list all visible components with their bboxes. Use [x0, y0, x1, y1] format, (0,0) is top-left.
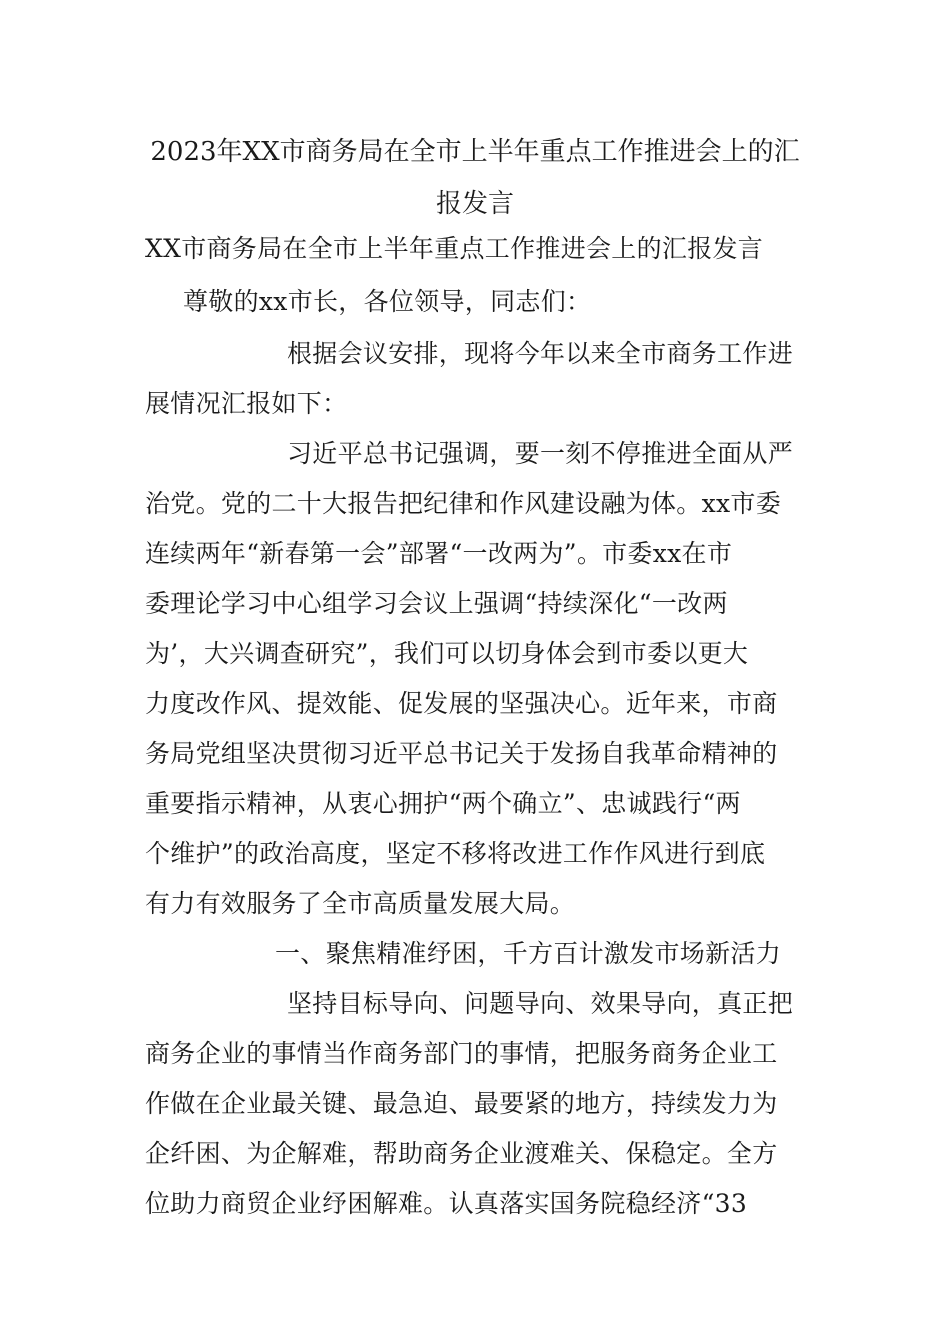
paragraph1-line-8: 重要指示精神，从衷心拥护“两个确立”、忠诚践行“两 — [145, 789, 741, 818]
intro-line-1: 根据会议安排，现将今年以来全市商务工作进 — [287, 339, 794, 368]
paragraph1-line-5: 为’，大兴调查研究”，我们可以切身体会到市委以更大 — [145, 639, 749, 668]
paragraph1-line-7: 务局党组坚决贯彻习近平总书记关于发扬自我革命精神的 — [145, 739, 778, 768]
section1-heading: 一、聚焦精准纾困，千方百计激发市场新活力 — [275, 939, 782, 968]
greeting: 尊敬的xx市长，各位领导，同志们： — [183, 287, 592, 316]
paragraph1-line-4: 委理论学习中心组学习会议上强调“持续深化“一改两 — [145, 589, 728, 618]
paragraph1-line-3: 连续两年“新春第一会”部署“一改两为”。市委xx在市 — [145, 539, 733, 568]
paragraph1-line-10: 有力有效服务了全市高质量发展大局。 — [145, 889, 576, 918]
paragraph2-line-3: 作做在企业最关键、最急迫、最要紧的地方，持续发力为 — [145, 1089, 778, 1118]
paragraph2-line-2: 商务企业的事情当作商务部门的事情，把服务商务企业工 — [145, 1039, 778, 1068]
subtitle: XX市商务局在全市上半年重点工作推进会上的汇报发言 — [145, 234, 764, 263]
title-line-1: 2023年XX市商务局在全市上半年重点工作推进会上的汇 — [150, 137, 800, 167]
paragraph1-line-9: 个维护”的政治高度，坚定不移将改进工作作风进行到底 — [145, 839, 766, 868]
document-title — [145, 126, 805, 230]
paragraph1-line-1: 习近平总书记强调，要一刻不停推进全面从严 — [287, 439, 794, 468]
paragraph2-line-1: 坚持目标导向、问题导向、效果导向，真正把 — [287, 989, 794, 1018]
paragraph2-line-4: 企纤困、为企解难，帮助商务企业渡难关、保稳定。全方 — [145, 1139, 778, 1168]
paragraph1-line-2: 治党。党的二十大报告把纪律和作风建设融为体。xx市委 — [145, 489, 782, 518]
paragraph2-line-5: 位助力商贸企业纾困解难。认真落实国务院稳经济“33 — [145, 1189, 748, 1218]
intro-line-2: 展情况汇报如下： — [145, 389, 348, 418]
title-line-2: 报发言 — [435, 189, 514, 219]
paragraph1-line-6: 力度改作风、提效能、促发展的坚强决心。近年来，市商 — [145, 689, 778, 718]
